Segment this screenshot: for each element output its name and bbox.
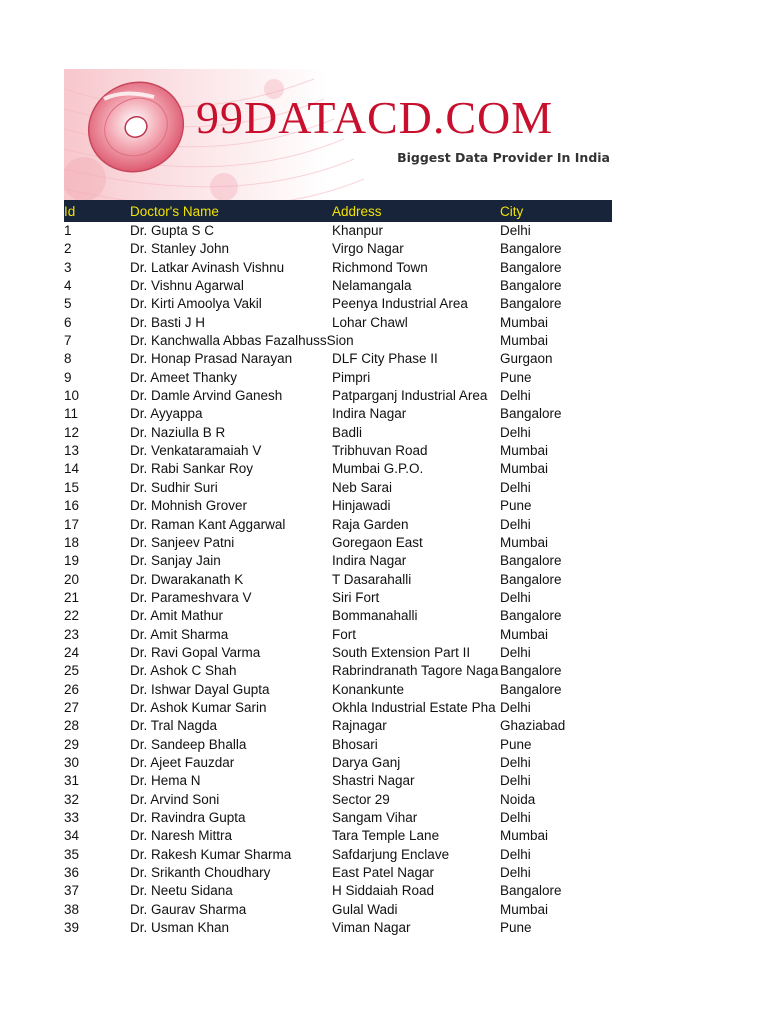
cell-address: H Siddaiah Road: [332, 883, 435, 899]
cell-id: 20: [64, 571, 80, 587]
cell-id: 28: [64, 718, 80, 734]
table-row: [64, 791, 612, 809]
cell-address: Goregaon East: [332, 534, 423, 550]
cell-address: Sector 29: [332, 791, 390, 807]
cell-city: Bangalore: [500, 278, 562, 294]
cell-id: 27: [64, 699, 80, 715]
cell-city: Bangalore: [500, 296, 562, 312]
table-row: [64, 699, 612, 717]
cell-name: Dr. Latkar Avinash Vishnu: [130, 259, 285, 275]
cell-name: Dr. Ayyappa: [130, 406, 203, 422]
cell-id: 3: [64, 259, 72, 275]
cell-name: Dr. Kanchwalla Abbas FazalhussSion: [130, 333, 354, 349]
cell-address: Khanpur: [332, 223, 384, 238]
cell-address: South Extension Part II: [332, 644, 471, 660]
cell-city: Delhi: [500, 223, 531, 238]
cell-city: Delhi: [500, 810, 531, 825]
doctor-table: [64, 200, 612, 937]
cell-name: Dr. Ashok Kumar Sarin: [130, 699, 267, 715]
table-row: [64, 626, 612, 644]
cell-id: 35: [64, 846, 80, 862]
cell-name: Dr. Gaurav Sharma: [130, 901, 247, 917]
cell-name: Dr. Rabi Sankar Roy: [130, 461, 254, 477]
cell-address: Rabrindranath Tagore Naga: [332, 663, 499, 679]
cell-name: Dr. Ashok C Shah: [130, 663, 237, 679]
table-row: [64, 919, 612, 937]
table-row: [64, 717, 612, 735]
cell-city: Delhi: [500, 773, 531, 789]
cell-address: Sangam Vihar: [332, 810, 418, 825]
cell-id: 9: [64, 369, 72, 385]
cell-name: Dr. Ishwar Dayal Gupta: [130, 681, 270, 697]
cell-city: Pune: [500, 736, 532, 752]
cell-address: Indira Nagar: [332, 406, 407, 422]
cell-city: Mumbai: [500, 534, 549, 550]
table-header: [64, 200, 612, 222]
header-id: Id: [64, 204, 76, 219]
table-row: [64, 222, 612, 240]
table-row: [64, 662, 612, 680]
cell-name: Dr. Gupta S C: [130, 223, 215, 238]
cell-name: Dr. Dwarakanath K: [130, 571, 244, 587]
cell-name: Dr. Sudhir Suri: [130, 479, 218, 495]
logo-text: 99DATACD.COM: [196, 92, 554, 143]
cell-id: 26: [64, 681, 80, 697]
cell-id: 7: [64, 333, 72, 349]
cell-name: Dr. Neetu Sidana: [130, 883, 233, 899]
cell-address: Peenya Industrial Area: [332, 296, 468, 312]
cell-city: Ghaziabad: [500, 718, 566, 734]
header-city: City: [500, 204, 524, 219]
cell-address: Hinjawadi: [332, 498, 391, 514]
table-row: [64, 460, 612, 478]
cell-id: 17: [64, 516, 80, 532]
table-row: [64, 479, 612, 497]
cell-city: Delhi: [500, 644, 531, 660]
cell-id: 5: [64, 296, 72, 312]
cell-id: 23: [64, 626, 80, 642]
table-row: [64, 901, 612, 919]
cell-address: DLF City Phase II: [332, 351, 438, 367]
table-row: [64, 772, 612, 790]
table-row: [64, 534, 612, 552]
cell-address: Mumbai G.P.O.: [332, 461, 424, 477]
cell-city: Pune: [500, 369, 532, 385]
cell-address: Lohar Chawl: [332, 314, 408, 330]
table-row: [64, 424, 612, 442]
cell-city: Delhi: [500, 699, 531, 715]
cell-address: Badli: [332, 424, 363, 440]
cell-address: Tribhuvan Road: [332, 443, 428, 459]
table-row: [64, 497, 612, 515]
cell-city: Bangalore: [500, 259, 562, 275]
table-row: [64, 864, 612, 882]
cell-city: Bangalore: [500, 883, 562, 899]
cell-name: Dr. Ravindra Gupta: [130, 810, 246, 825]
cell-city: Mumbai: [500, 314, 549, 330]
table-row: [64, 369, 612, 387]
cell-id: 15: [64, 479, 80, 495]
cell-address: East Patel Nagar: [332, 865, 435, 881]
cell-name: Dr. Amit Sharma: [130, 626, 229, 642]
cell-city: Delhi: [500, 589, 531, 605]
cell-address: Rajnagar: [332, 718, 387, 734]
table-row: [64, 552, 612, 570]
cell-name: Dr. Ajeet Fauzdar: [130, 754, 235, 770]
cell-address: Virgo Nagar: [332, 241, 404, 257]
cell-address: Darya Ganj: [332, 754, 401, 770]
cell-id: 19: [64, 553, 80, 569]
cell-city: Delhi: [500, 479, 531, 495]
table-row: [64, 387, 612, 405]
cell-address: Richmond Town: [332, 259, 428, 275]
cell-id: 33: [64, 810, 80, 825]
cell-id: 36: [64, 865, 80, 881]
cell-id: 37: [64, 883, 80, 899]
cell-name: Dr. Mohnish Grover: [130, 498, 248, 514]
cell-id: 10: [64, 388, 80, 404]
cell-city: Delhi: [500, 516, 531, 532]
cell-name: Dr. Ameet Thanky: [130, 369, 238, 385]
cell-address: Nelamangala: [332, 278, 412, 294]
cell-name: Dr. Honap Prasad Narayan: [130, 351, 293, 367]
cell-id: 12: [64, 424, 80, 440]
cell-address: Bhosari: [332, 736, 378, 752]
cell-address: Viman Nagar: [332, 920, 411, 936]
cell-id: 29: [64, 736, 80, 752]
tagline: Biggest Data Provider In India: [397, 150, 610, 165]
cell-address: Konankunte: [332, 681, 405, 697]
table-row: [64, 644, 612, 662]
table-row: [64, 736, 612, 754]
table-row: [64, 846, 612, 864]
cell-id: 4: [64, 278, 72, 294]
cell-name: Dr. Naziulla B R: [130, 424, 226, 440]
cell-city: Mumbai: [500, 828, 549, 844]
cell-name: Dr. Stanley John: [130, 241, 230, 257]
cell-name: Dr. Damle Arvind Ganesh: [130, 388, 283, 404]
cell-id: 21: [64, 589, 80, 605]
cell-id: 18: [64, 534, 80, 550]
cell-id: 22: [64, 608, 80, 624]
cell-id: 30: [64, 754, 80, 770]
cell-address: Bommanahalli: [332, 608, 418, 624]
table-row: [64, 882, 612, 900]
cell-city: Gurgaon: [500, 351, 553, 367]
cell-city: Delhi: [500, 846, 531, 862]
cell-name: Dr. Sandeep Bhalla: [130, 736, 247, 752]
cell-name: Dr. Rakesh Kumar Sharma: [130, 846, 292, 862]
table-row: [64, 405, 612, 423]
cell-city: Delhi: [500, 388, 531, 404]
table-row: [64, 240, 612, 258]
table-row: [64, 277, 612, 295]
cell-id: 8: [64, 351, 72, 367]
cell-name: Dr. Ravi Gopal Varma: [130, 644, 261, 660]
cell-address: Safdarjung Enclave: [332, 846, 450, 862]
cell-city: Delhi: [500, 754, 531, 770]
cell-name: Dr. Hema N: [130, 773, 201, 789]
banner: [64, 69, 612, 200]
cell-name: Dr. Tral Nagda: [130, 718, 218, 734]
cell-city: Pune: [500, 498, 532, 514]
cell-city: Bangalore: [500, 241, 562, 257]
cell-id: 1: [64, 223, 72, 238]
cell-city: Mumbai: [500, 901, 549, 917]
cell-name: Dr. Parameshvara V: [130, 589, 252, 605]
cell-name: Dr. Venkataramaiah V: [130, 443, 262, 459]
header-address: Address: [332, 204, 382, 219]
cell-address: Fort: [332, 626, 357, 642]
table-row: [64, 809, 612, 827]
cell-city: Mumbai: [500, 626, 549, 642]
cell-id: 13: [64, 443, 80, 459]
cell-city: Pune: [500, 920, 532, 936]
cell-id: 24: [64, 644, 80, 660]
cell-city: Mumbai: [500, 443, 549, 459]
cell-name: Dr. Kirti Amoolya Vakil: [130, 296, 262, 312]
cell-address: Siri Fort: [332, 589, 380, 605]
cell-address: T Dasarahalli: [332, 571, 412, 587]
cell-id: 39: [64, 920, 80, 936]
table-row: [64, 681, 612, 699]
cell-city: Mumbai: [500, 333, 549, 349]
table-row: [64, 607, 612, 625]
table-body: [64, 222, 612, 937]
cell-address: Okhla Industrial Estate Pha: [332, 699, 496, 715]
cell-id: 16: [64, 498, 80, 514]
cell-id: 38: [64, 901, 80, 917]
table-row: [64, 589, 612, 607]
cell-id: 31: [64, 773, 80, 789]
cell-name: Dr. Sanjeev Patni: [130, 534, 235, 550]
cell-address: Tara Temple Lane: [332, 828, 440, 844]
cell-city: Bangalore: [500, 571, 562, 587]
cell-city: Bangalore: [500, 406, 562, 422]
cell-city: Mumbai: [500, 461, 549, 477]
cell-id: 32: [64, 791, 80, 807]
cell-name: Dr. Basti J H: [130, 314, 206, 330]
table-row: [64, 350, 612, 368]
cell-address: Shastri Nagar: [332, 773, 415, 789]
table-row: [64, 442, 612, 460]
table-row: [64, 332, 612, 350]
table-row: [64, 259, 612, 277]
cell-address: Pimpri: [332, 369, 371, 385]
cell-name: Dr. Arvind Soni: [130, 791, 220, 807]
header-name: Doctor's Name: [130, 204, 219, 219]
table-row: [64, 571, 612, 589]
cell-address: Raja Garden: [332, 516, 409, 532]
cell-address: Indira Nagar: [332, 553, 407, 569]
cell-city: Delhi: [500, 424, 531, 440]
cell-id: 25: [64, 663, 80, 679]
table-row: [64, 516, 612, 534]
table-row: [64, 295, 612, 313]
table-row: [64, 827, 612, 845]
cell-name: Dr. Sanjay Jain: [130, 553, 221, 569]
table-row: [64, 754, 612, 772]
cell-name: Dr. Usman Khan: [130, 920, 230, 936]
cell-address: Gulal Wadi: [332, 901, 398, 917]
cell-city: Bangalore: [500, 608, 562, 624]
cell-id: 2: [64, 241, 72, 257]
cell-city: Delhi: [500, 865, 531, 881]
cell-city: Bangalore: [500, 553, 562, 569]
cell-name: Dr. Amit Mathur: [130, 608, 224, 624]
cell-name: Dr. Naresh Mittra: [130, 828, 233, 844]
cell-id: 6: [64, 314, 72, 330]
cell-address: Neb Sarai: [332, 479, 393, 495]
cell-city: Noida: [500, 791, 536, 807]
cell-id: 11: [64, 406, 79, 422]
cell-name: Dr. Raman Kant Aggarwal: [130, 516, 286, 532]
cell-name: Dr. Srikanth Choudhary: [130, 865, 271, 881]
cell-city: Bangalore: [500, 663, 562, 679]
table-row: [64, 314, 612, 332]
cell-address: Patparganj Industrial Area: [332, 388, 488, 404]
cell-name: Dr. Vishnu Agarwal: [130, 278, 244, 294]
cell-id: 14: [64, 461, 80, 477]
cell-id: 34: [64, 828, 80, 844]
cell-city: Bangalore: [500, 681, 562, 697]
